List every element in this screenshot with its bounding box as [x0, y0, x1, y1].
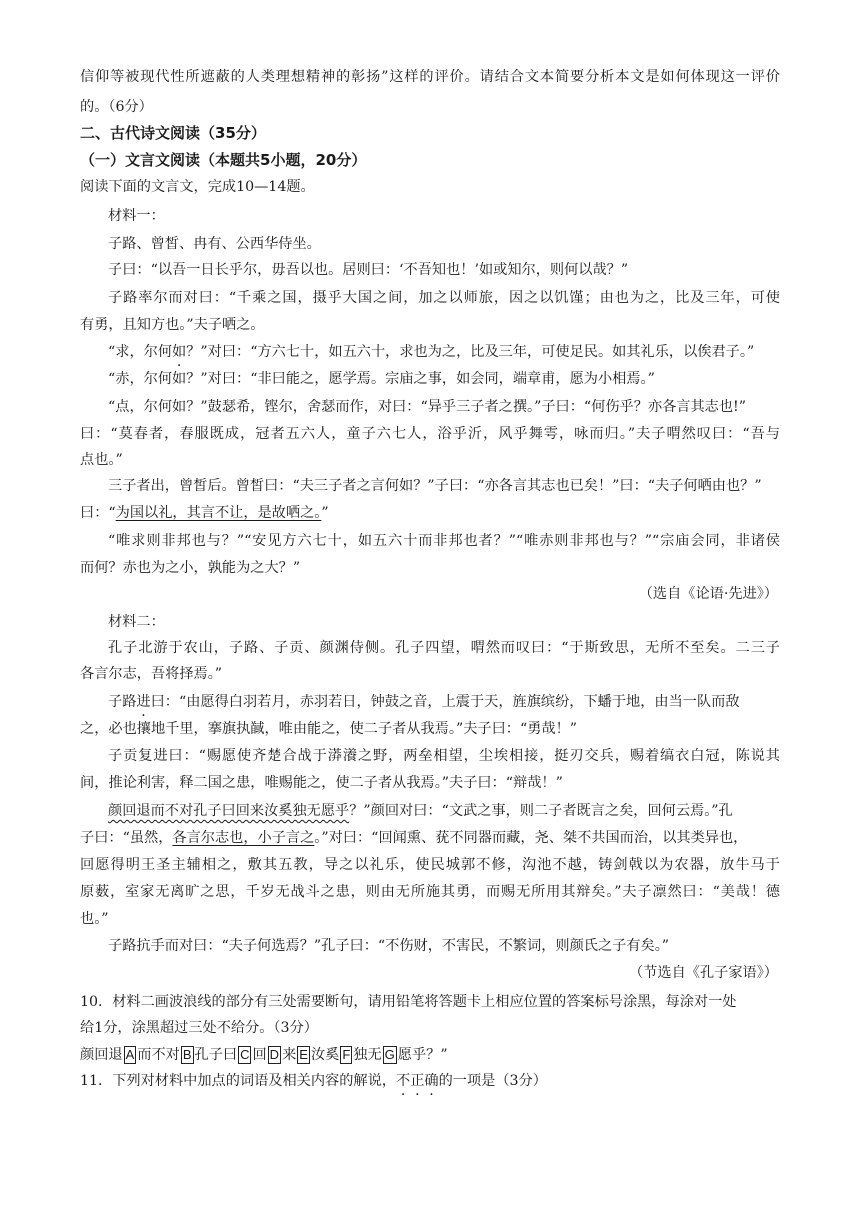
option-box-c[interactable]: C [240, 1047, 250, 1062]
wavy-underlined-passage: 颜回退而不对孔子曰回来汝奚独无愿乎 [108, 803, 350, 819]
option-box-e[interactable]: E [299, 1047, 308, 1062]
q11-stem: 11．下列对材料中加点的词语及相关内容的解说，不正确的一项是（3分） [80, 1073, 547, 1089]
material-1-p1: 子路、曾皙、冉有、公西华侍坐。 [108, 236, 321, 252]
material-2-p4-line-1: 颜回退而不对孔子曰回来汝奚独无愿乎？”颜回对曰：“文武之事，则二子者既言之矣，回何云焉。”孔 [108, 803, 733, 819]
material-2-p2-line-2: 之，必也攘地千里，搴旗执馘，唯由能之，使二子者从我焉。”夫子曰：“勇哉！” [80, 721, 578, 737]
option-box-a[interactable]: A [125, 1047, 135, 1062]
emphasis-dot-char: 不 [396, 1073, 411, 1089]
underlined-sentence: 为国以礼，其言不让，是故哂之。 [115, 505, 322, 521]
option-box-f[interactable]: F [342, 1047, 351, 1062]
option-box-g[interactable]: G [384, 1047, 395, 1062]
material-2-p4-line-4: 原薮，室家无离旷之思，千岁无战斗之患，则由无所施其勇，而赐无所用其辩矣。”夫子凛然曰：“美哉！德 [80, 884, 780, 900]
underlined-sentence: 各言尔志也，小子言之 [172, 830, 315, 846]
material-1-p6-line-3: 点也。” [80, 452, 123, 468]
material-1-label: 材料一： [108, 208, 165, 224]
material-2-p3-line-1: 子贡复进曰：“赐愿使齐楚合战于漭瀁之野，两垒相望，尘埃相接，挺刃交兵，赐着缟衣白冠，陈说其 [108, 748, 780, 764]
material-1-p8-line-2: 而何？赤也为之小，孰能为之大？” [80, 560, 301, 576]
material-1-p7-line-1: 三子者出，曾皙后。曾皙曰：“夫三子者之言何如？”子曰：“亦各言其志也已矣！”曰：“夫子何哂由也？” [108, 478, 762, 494]
material-2-p3-line-2: 间，推论利害，释二国之患，唯赐能之，使二子者从我焉。”夫子曰：“辩哉！” [80, 775, 563, 791]
emphasis-dotted-words [396, 1073, 439, 1089]
section-title: 二、古代诗文阅读（35分） [80, 124, 266, 142]
material-1-p8-line-1: “唯求则非邦也与？”“安见方六七十，如五六十而非邦也者？”“唯赤则非邦也与？”“宗庙会同，非诸侯 [108, 533, 780, 549]
reading-instructions: 阅读下面的文言文，完成10—14题。 [80, 179, 315, 195]
material-2-p4-line-2: 子曰：“虽然，各言尔志也，小子言之。”对曰：“回闻熏、莸不同器而藏，尧、桀不共国而治，以其类异也， [80, 830, 748, 846]
option-box-d[interactable]: D [269, 1047, 280, 1062]
material-1-p7-line-2: 曰：“为国以礼，其言不让，是故哂之。” [80, 505, 329, 521]
q9-line-1: 信仰等被现代性所遮蔽的人类理想精神的彰扬”这样的评价。请结合文本简要分析本文是如何体现这一评价 [80, 69, 780, 85]
material-1-p2: 子曰：“以吾一日长乎尔，毋吾以也。居则曰：‘不吾知也！’如或知尔，则何以哉？” [108, 262, 629, 278]
material-1-p4: “求，尔何如？”对曰：“方六七十，如五六十，求也为之，比及三年，可使足民。如其礼乐，以俟君子。” [108, 344, 755, 360]
emphasis-dot-char: 确 [424, 1073, 439, 1089]
material-1-p3-line-1: 子路率尔而对曰：“千乘之国，摄乎大国之间，加之以师旅，因之以饥馑；由也为之，比及三年，可使 [108, 290, 780, 306]
option-box-b[interactable]: B [182, 1047, 192, 1062]
q10-answer-options: 颜回退 A 而不对 B 孔子曰 C 回 D 来 E 汝奚 F 独无 G 愿乎？” [80, 1047, 448, 1063]
material-2-p4-line-3: 回愿得明王圣主辅相之，敷其五教，导之以礼乐，使民城郭不修，沟池不越，铸剑戟以为农器，放牛马于 [80, 857, 780, 873]
material-1-p5: “赤，尔何如？”对曰：“非曰能之，愿学焉。宗庙之事，如会同，端章甫，愿为小相焉。” [108, 371, 655, 387]
material-2-p4-line-5: 也。” [80, 911, 109, 927]
material-1-source: （选自《论语·先进》） [638, 586, 778, 602]
q10-line-2: 给1分，涂黑超过三处不给分。（3分） [80, 1020, 318, 1036]
emphasis-dot-char: 正 [410, 1073, 425, 1089]
subsection-title: （一）文言文阅读（本题共5小题，20分） [80, 151, 367, 169]
material-2-label: 材料二： [108, 614, 165, 630]
emphasis-dot-char: 进 [136, 694, 151, 710]
material-1-p6-line-2: 曰：“莫春者，春服既成，冠者五六人，童子六七人，浴乎沂，风乎舞雩，咏而归。”夫子喟然叹曰：“吾与 [80, 426, 780, 442]
q9-line-2: 的。（6分） [80, 99, 153, 115]
emphasis-dot-char: 如 [172, 344, 187, 360]
material-2-p1-line-2: 各言尔志，吾将择焉。” [80, 666, 223, 682]
material-2-p1-line-1: 孔子北游于农山，子路、子贡、颜渊侍侧。孔子四望，喟然而叹曰：“于斯致思，无所不至矣。二三子 [108, 640, 780, 656]
material-2-p5: 子路抗手而对曰：“夫子何选焉？”孔子曰：“不伤财，不害民，不繁词，则颜氏之子有矣。” [108, 938, 670, 954]
material-2-source: （节选自《孔子家语》） [629, 965, 778, 981]
material-2-p2-line-1: 子路进曰：“由愿得白羽若月，赤羽若日，钟鼓之音，上震于天，旌旗缤纷，下蟠于地，由当一队而敌 [108, 694, 740, 710]
material-1-p3-line-2: 有勇，且知方也。”夫子哂之。 [80, 317, 265, 333]
q10-line-1: 10．材料二画波浪线的部分有三处需要断句，请用铅笔将答题卡上相应位置的答案标号涂黑，每涂对一处 [80, 994, 737, 1010]
material-1-p6-line-1: “点，尔何如？”鼓瑟希，铿尔，舍瑟而作，对曰：“异乎三子者之撰。”子曰：“何伤乎？亦各言其志也!” [108, 399, 746, 415]
